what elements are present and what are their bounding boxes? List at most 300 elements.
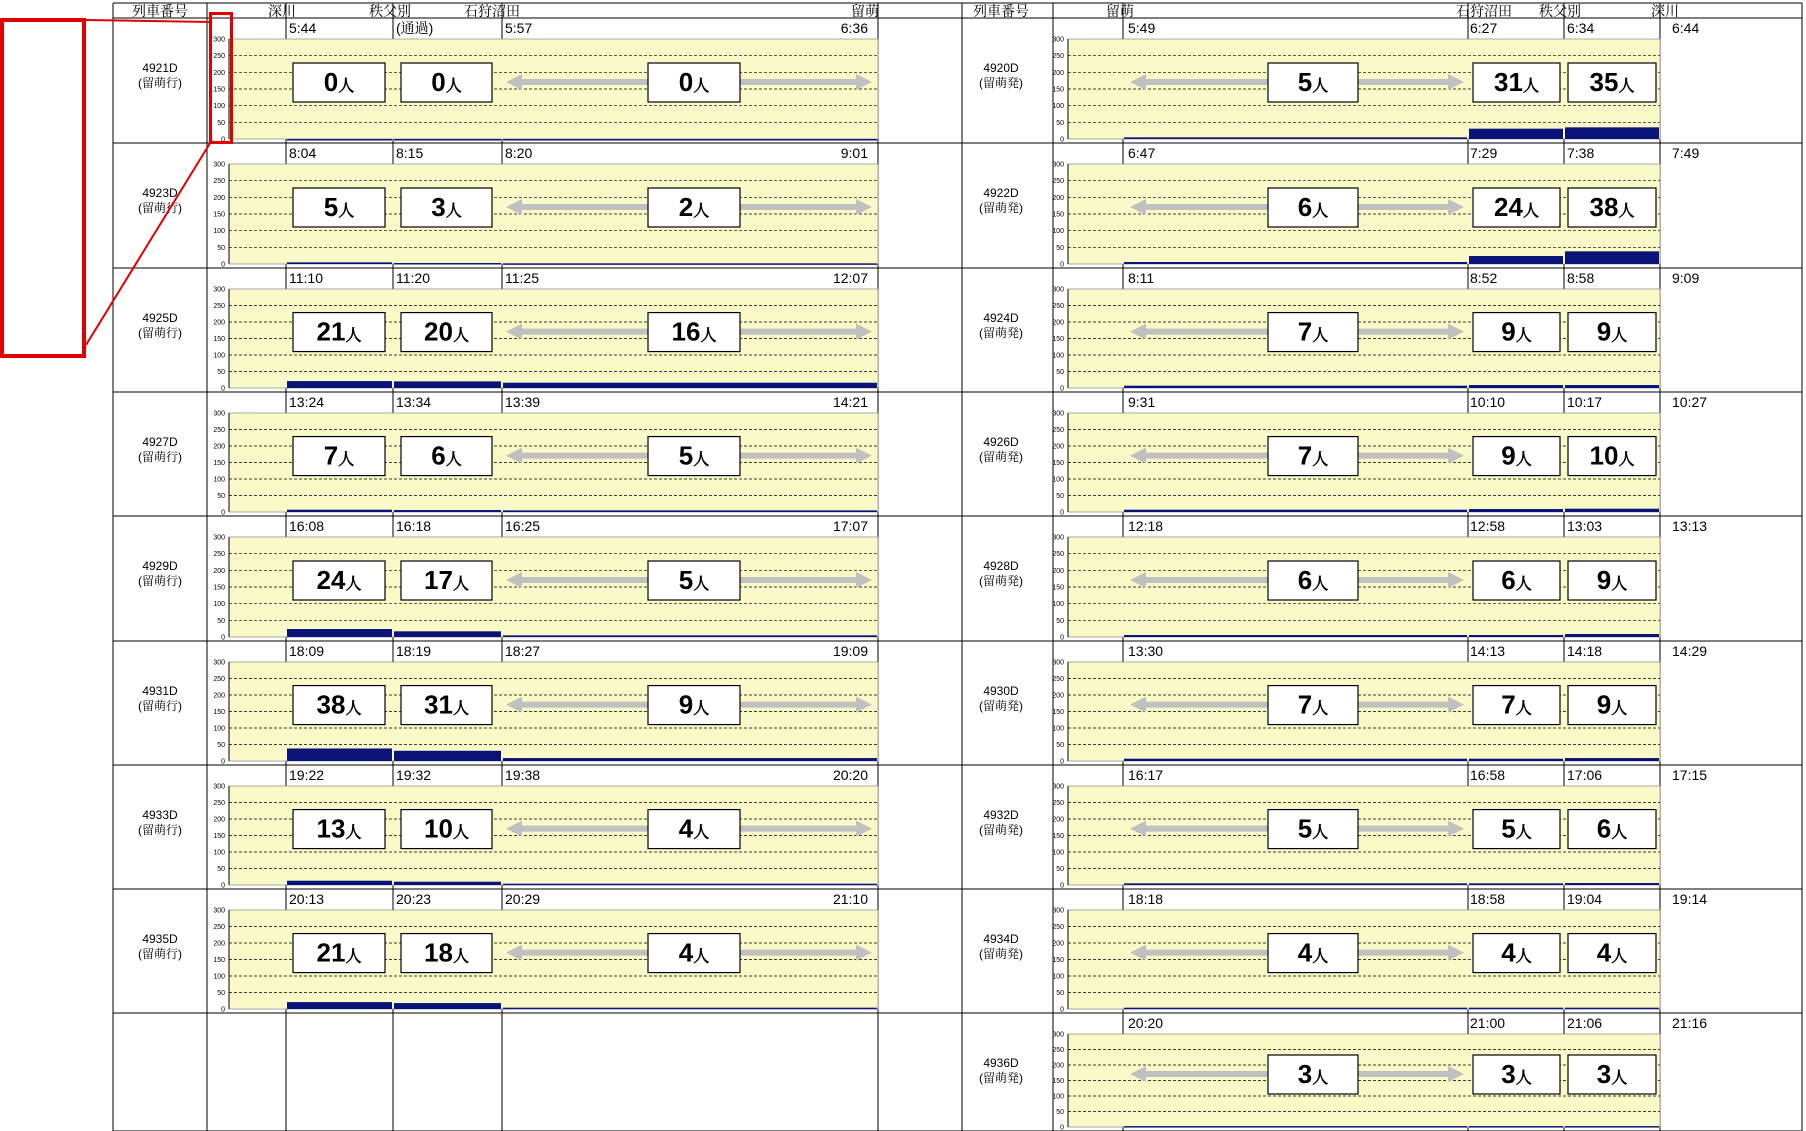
train-direction: (留萌行) bbox=[138, 823, 182, 837]
ridership-count: 17 bbox=[424, 565, 453, 595]
y-tick-label: 100 bbox=[1052, 849, 1064, 857]
ridership-bar bbox=[503, 383, 877, 388]
ridership-bar bbox=[287, 510, 392, 512]
time-label: 13:13 bbox=[1672, 518, 1708, 534]
y-tick-label: 300 bbox=[213, 659, 225, 667]
y-tick-label: 100 bbox=[213, 228, 225, 236]
ridership-bar bbox=[1565, 385, 1659, 388]
y-tick-label: 200 bbox=[1052, 194, 1064, 202]
ridership-count: 38 bbox=[316, 689, 346, 720]
y-tick-label: 250 bbox=[213, 427, 225, 434]
y-tick-label: 50 bbox=[1056, 866, 1064, 873]
train-row bbox=[138, 767, 878, 890]
y-tick-label: 300 bbox=[1052, 410, 1064, 418]
train-direction: (留萌発) bbox=[979, 1071, 1023, 1085]
scale-zoom-inset bbox=[0, 18, 86, 358]
time-label: 18:18 bbox=[1128, 891, 1164, 907]
ridership-bar bbox=[394, 263, 501, 265]
y-tick-label: 250 bbox=[1052, 1047, 1064, 1054]
y-tick-label: 150 bbox=[1052, 336, 1064, 343]
ridership-count: 7 bbox=[1297, 440, 1313, 471]
y-tick-label: 50 bbox=[217, 990, 225, 997]
ridership-unit: 人 bbox=[693, 203, 710, 220]
time-label: 6:34 bbox=[1567, 20, 1595, 36]
y-tick-label: 300 bbox=[213, 286, 225, 294]
y-tick-label: 250 bbox=[1052, 676, 1064, 683]
train-row bbox=[138, 891, 878, 1014]
train-row bbox=[979, 270, 1699, 393]
ridership-unit: 人 bbox=[1618, 451, 1635, 469]
ridership-bar bbox=[287, 748, 392, 761]
time-label: 17:15 bbox=[1672, 767, 1708, 783]
ridership-count: 5 bbox=[323, 192, 339, 222]
ridership-unit: 人 bbox=[693, 576, 710, 593]
y-tick-label: 150 bbox=[1052, 584, 1064, 592]
y-tick-label: 0 bbox=[1060, 261, 1064, 269]
time-label: 19:38 bbox=[505, 767, 541, 783]
ridership-count: 9 bbox=[1596, 689, 1612, 720]
ridership-bar bbox=[1565, 127, 1659, 139]
ridership-count: 0 bbox=[323, 67, 339, 97]
train-number: 4922D bbox=[983, 186, 1019, 200]
ridership-count: 7 bbox=[323, 440, 339, 471]
ridership-unit: 人 bbox=[1312, 576, 1329, 593]
time-label: 16:17 bbox=[1128, 767, 1164, 783]
y-tick-label: 300 bbox=[213, 907, 225, 915]
time-label: 5:57 bbox=[505, 20, 533, 36]
ridership-unit: 人 bbox=[700, 327, 717, 345]
ridership-count: 24 bbox=[316, 565, 346, 595]
y-tick-label: 300 bbox=[213, 161, 225, 169]
train-row bbox=[979, 145, 1699, 269]
y-tick-label: 200 bbox=[213, 940, 225, 948]
ridership-unit: 人 bbox=[1611, 824, 1628, 842]
time-label: 7:38 bbox=[1567, 145, 1595, 161]
y-tick-label: 100 bbox=[1052, 352, 1064, 360]
ridership-bar bbox=[1469, 635, 1563, 637]
ridership-count: 31 bbox=[424, 689, 453, 720]
header-station-left: 石狩沼田 bbox=[464, 3, 520, 19]
y-tick-label: 100 bbox=[213, 476, 225, 484]
train-row bbox=[979, 518, 1707, 642]
y-tick-label: 150 bbox=[1052, 833, 1064, 840]
time-label: 19:09 bbox=[832, 643, 868, 659]
y-tick-label: 50 bbox=[217, 493, 225, 500]
ridership-bar bbox=[1469, 759, 1563, 761]
y-tick-label: 50 bbox=[217, 866, 225, 873]
ridership-count: 7 bbox=[1501, 689, 1516, 720]
ridership-unit: 人 bbox=[452, 327, 469, 345]
header-station-left: 留萌 bbox=[851, 3, 879, 19]
train-direction: (留萌発) bbox=[979, 823, 1023, 837]
train-number: 4926D bbox=[983, 435, 1019, 449]
time-label: 10:10 bbox=[1470, 394, 1506, 410]
ridership-bar bbox=[1124, 635, 1467, 637]
ridership-unit: 人 bbox=[1312, 700, 1329, 718]
time-label: (通過) bbox=[396, 20, 434, 36]
time-label: 16:08 bbox=[289, 518, 325, 534]
train-row bbox=[979, 891, 1707, 1014]
y-tick-label: 150 bbox=[1052, 709, 1064, 716]
ridership-unit: 人 bbox=[1515, 1069, 1532, 1087]
train-direction: (留萌行) bbox=[138, 201, 182, 215]
ridership-count: 18 bbox=[424, 937, 453, 968]
train-row bbox=[138, 20, 878, 144]
y-tick-label: 150 bbox=[1052, 460, 1064, 467]
ridership-count: 5 bbox=[1297, 813, 1313, 844]
y-tick-label: 50 bbox=[1056, 990, 1064, 997]
ridership-unit: 人 bbox=[445, 78, 462, 95]
time-label: 21:00 bbox=[1470, 1015, 1506, 1031]
ridership-unit: 人 bbox=[345, 948, 362, 966]
time-label: 8:58 bbox=[1567, 270, 1595, 286]
ridership-unit: 人 bbox=[345, 327, 362, 345]
ridership-count: 6 bbox=[431, 440, 446, 471]
ridership-unit: 人 bbox=[1522, 203, 1539, 220]
ridership-count: 31 bbox=[1494, 67, 1523, 97]
y-tick-label: 150 bbox=[213, 211, 225, 219]
y-tick-label: 300 bbox=[1052, 1031, 1064, 1039]
time-label: 6:36 bbox=[840, 20, 868, 36]
ridership-count: 35 bbox=[1589, 67, 1619, 97]
y-tick-label: 200 bbox=[1052, 816, 1064, 824]
train-number: 4934D bbox=[983, 932, 1019, 946]
ridership-bar bbox=[1124, 510, 1467, 512]
time-label: 9:31 bbox=[1128, 394, 1156, 410]
ridership-bar bbox=[1469, 256, 1563, 264]
y-tick-label: 250 bbox=[213, 303, 225, 310]
ridership-bar bbox=[394, 631, 501, 637]
y-tick-label: 150 bbox=[1052, 1078, 1064, 1085]
ridership-unit: 人 bbox=[1611, 948, 1628, 966]
ridership-unit: 人 bbox=[693, 824, 710, 842]
time-label: 9:09 bbox=[1672, 270, 1700, 286]
train-row bbox=[979, 20, 1699, 144]
time-label: 20:29 bbox=[505, 891, 541, 907]
ridership-unit: 人 bbox=[452, 576, 469, 593]
train-direction: (留萌発) bbox=[979, 201, 1023, 215]
y-tick-label: 300 bbox=[1052, 659, 1064, 667]
ridership-bar bbox=[1124, 1126, 1467, 1128]
ridership-unit: 人 bbox=[1515, 451, 1532, 469]
train-direction: (留萌行) bbox=[138, 450, 182, 464]
train-direction: (留萌行) bbox=[138, 947, 182, 961]
ridership-count: 4 bbox=[678, 937, 694, 968]
y-tick-label: 50 bbox=[1056, 1109, 1064, 1116]
ridership-bar bbox=[1124, 262, 1467, 264]
ridership-unit: 人 bbox=[693, 700, 710, 718]
y-tick-label: 150 bbox=[213, 833, 225, 840]
y-tick-label: 300 bbox=[1052, 286, 1064, 294]
train-number: 4935D bbox=[142, 932, 178, 946]
ridership-unit: 人 bbox=[693, 78, 710, 95]
ridership-count: 6 bbox=[1596, 813, 1612, 844]
ridership-bar bbox=[503, 1008, 877, 1010]
ridership-unit: 人 bbox=[452, 948, 469, 966]
ridership-count: 4 bbox=[678, 813, 694, 844]
ridership-unit: 人 bbox=[445, 451, 462, 469]
y-tick-label: 250 bbox=[1052, 53, 1064, 61]
ridership-unit: 人 bbox=[1618, 203, 1635, 220]
y-tick-label: 50 bbox=[1056, 493, 1064, 500]
y-tick-label: 200 bbox=[1052, 692, 1064, 700]
y-tick-label: 0 bbox=[221, 1006, 225, 1014]
ridership-bar bbox=[394, 510, 501, 512]
y-tick-label: 150 bbox=[213, 460, 225, 467]
time-label: 6:27 bbox=[1470, 20, 1498, 36]
ridership-count: 3 bbox=[1596, 1058, 1612, 1089]
header-station-right: 秩父別 bbox=[1539, 3, 1581, 19]
ridership-count: 4 bbox=[1297, 937, 1313, 968]
y-tick-label: 0 bbox=[1060, 882, 1064, 890]
y-tick-label: 300 bbox=[1052, 907, 1064, 915]
ridership-bar bbox=[503, 510, 877, 512]
ridership-bar bbox=[503, 139, 877, 141]
y-tick-label: 250 bbox=[1052, 551, 1064, 559]
train-direction: (留萌発) bbox=[979, 326, 1023, 340]
ridership-unit: 人 bbox=[445, 203, 462, 220]
ridership-unit: 人 bbox=[1618, 78, 1635, 95]
y-tick-label: 0 bbox=[1060, 385, 1064, 393]
y-tick-label: 0 bbox=[1060, 1006, 1064, 1014]
header-station-right: 深川 bbox=[1651, 3, 1679, 19]
y-tick-label: 200 bbox=[1052, 443, 1064, 451]
y-tick-label: 250 bbox=[1052, 924, 1064, 931]
train-direction: (留萌発) bbox=[979, 947, 1023, 961]
y-tick-label: 50 bbox=[1056, 119, 1064, 127]
ridership-unit: 人 bbox=[345, 824, 362, 842]
ridership-bar bbox=[287, 381, 392, 388]
time-label: 13:34 bbox=[396, 394, 432, 410]
time-label: 16:18 bbox=[396, 518, 432, 534]
y-tick-label: 250 bbox=[1052, 303, 1064, 310]
time-label: 12:18 bbox=[1128, 518, 1164, 534]
ridership-unit: 人 bbox=[345, 576, 362, 593]
ridership-unit: 人 bbox=[338, 451, 355, 469]
y-tick-label: 0 bbox=[1060, 136, 1064, 144]
y-tick-label: 200 bbox=[1052, 1062, 1064, 1070]
y-tick-label: 200 bbox=[213, 692, 225, 700]
ridership-count: 9 bbox=[678, 689, 694, 720]
y-tick-label: 300 bbox=[213, 534, 225, 542]
y-tick-label: 200 bbox=[213, 194, 225, 202]
time-label: 8:04 bbox=[289, 145, 317, 161]
ridership-bar bbox=[1124, 883, 1467, 885]
y-tick-label: 200 bbox=[1052, 319, 1064, 327]
ridership-bar bbox=[503, 263, 877, 265]
ridership-bar bbox=[394, 882, 501, 885]
y-tick-label: 250 bbox=[213, 676, 225, 683]
y-tick-label: 100 bbox=[1052, 103, 1064, 111]
y-tick-label: 300 bbox=[213, 783, 225, 791]
y-tick-label: 250 bbox=[213, 53, 225, 61]
ridership-count: 5 bbox=[678, 440, 694, 471]
time-label: 20:20 bbox=[832, 767, 868, 783]
time-label: 11:10 bbox=[289, 270, 323, 286]
ridership-unit: 人 bbox=[1515, 576, 1532, 593]
time-label: 8:15 bbox=[396, 145, 424, 161]
ridership-count: 38 bbox=[1589, 192, 1619, 222]
ridership-bar bbox=[1565, 1008, 1659, 1010]
y-tick-label: 150 bbox=[1052, 957, 1064, 964]
time-label: 6:47 bbox=[1128, 145, 1156, 161]
ridership-count: 21 bbox=[316, 316, 346, 347]
y-tick-label: 250 bbox=[1052, 178, 1064, 186]
y-tick-label: 250 bbox=[213, 178, 225, 186]
train-direction: (留萌行) bbox=[138, 76, 182, 90]
y-tick-label: 200 bbox=[213, 567, 225, 575]
ridership-unit: 人 bbox=[1515, 948, 1532, 966]
ridership-bar bbox=[503, 758, 877, 761]
ridership-unit: 人 bbox=[338, 203, 355, 220]
time-label: 10:17 bbox=[1567, 394, 1603, 410]
time-label: 14:21 bbox=[832, 394, 868, 410]
ridership-unit: 人 bbox=[1611, 700, 1628, 718]
y-tick-label: 0 bbox=[221, 634, 225, 642]
y-tick-label: 100 bbox=[1052, 973, 1064, 981]
time-label: 18:19 bbox=[396, 643, 432, 659]
ridership-bar bbox=[287, 1002, 392, 1009]
ridership-bar bbox=[1565, 251, 1659, 264]
train-direction: (留萌発) bbox=[979, 699, 1023, 713]
time-label: 19:22 bbox=[289, 767, 325, 783]
y-tick-label: 250 bbox=[1052, 427, 1064, 434]
ridership-unit: 人 bbox=[1312, 203, 1329, 220]
train-row bbox=[138, 394, 878, 517]
train-number: 4920D bbox=[983, 61, 1019, 75]
train-number: 4924D bbox=[983, 311, 1019, 325]
train-number: 4923D bbox=[142, 186, 178, 200]
ridership-count: 6 bbox=[1297, 565, 1313, 595]
train-direction: (留萌行) bbox=[138, 326, 182, 340]
ridership-bar bbox=[1124, 386, 1467, 388]
y-tick-label: 50 bbox=[1056, 617, 1064, 625]
train-number: 4929D bbox=[142, 559, 178, 573]
ridership-count: 9 bbox=[1596, 565, 1612, 595]
train-number: 4921D bbox=[142, 61, 178, 75]
train-direction: (留萌発) bbox=[979, 76, 1023, 90]
train-number: 4927D bbox=[142, 435, 178, 449]
ridership-unit: 人 bbox=[1312, 327, 1329, 345]
y-tick-label: 250 bbox=[213, 551, 225, 559]
train-row bbox=[979, 394, 1707, 517]
time-label: 12:07 bbox=[832, 270, 868, 286]
ridership-bar bbox=[394, 1003, 501, 1009]
ridership-count: 3 bbox=[1501, 1058, 1516, 1089]
ridership-unit: 人 bbox=[693, 948, 710, 966]
ridership-count: 3 bbox=[1297, 1058, 1313, 1089]
time-label: 13:30 bbox=[1128, 643, 1164, 659]
ridership-unit: 人 bbox=[1515, 824, 1532, 842]
train-number: 4936D bbox=[983, 1056, 1019, 1070]
time-label: 12:58 bbox=[1470, 518, 1506, 534]
ridership-count: 7 bbox=[1297, 316, 1313, 347]
y-tick-label: 0 bbox=[221, 758, 225, 766]
ridership-bar bbox=[1469, 129, 1563, 139]
time-label: 21:06 bbox=[1567, 1015, 1603, 1031]
time-label: 8:11 bbox=[1128, 270, 1155, 286]
train-row bbox=[138, 518, 878, 642]
y-tick-label: 0 bbox=[1060, 1124, 1064, 1131]
y-tick-label: 300 bbox=[1052, 783, 1064, 791]
y-tick-label: 0 bbox=[221, 136, 225, 144]
y-tick-label: 200 bbox=[213, 69, 225, 77]
y-tick-label: 50 bbox=[1056, 742, 1064, 749]
y-tick-label: 150 bbox=[213, 584, 225, 592]
header-station-left: 深川 bbox=[268, 3, 296, 19]
y-tick-label: 150 bbox=[213, 709, 225, 716]
ridership-count: 10 bbox=[424, 813, 453, 844]
train-number: 4928D bbox=[983, 559, 1019, 573]
train-direction: (留萌行) bbox=[138, 574, 182, 588]
y-tick-label: 200 bbox=[213, 816, 225, 824]
train-row bbox=[979, 1015, 1707, 1131]
train-row bbox=[979, 767, 1707, 890]
y-tick-label: 50 bbox=[217, 119, 225, 127]
ridership-bar bbox=[1565, 1126, 1659, 1128]
ridership-bar bbox=[1565, 509, 1659, 512]
y-tick-label: 0 bbox=[1060, 509, 1064, 517]
train-number: 4931D bbox=[142, 684, 178, 698]
ridership-bar bbox=[1469, 385, 1563, 388]
ridership-bar bbox=[1565, 758, 1659, 761]
ridership-unit: 人 bbox=[1611, 327, 1628, 345]
time-label: 19:14 bbox=[1672, 891, 1708, 907]
time-label: 11:25 bbox=[505, 270, 539, 286]
y-tick-label: 0 bbox=[221, 385, 225, 393]
time-label: 9:01 bbox=[840, 145, 868, 161]
time-label: 7:49 bbox=[1672, 145, 1700, 161]
time-label: 13:24 bbox=[289, 394, 325, 410]
time-label: 20:13 bbox=[289, 891, 325, 907]
ridership-bar bbox=[503, 635, 877, 637]
ridership-count: 5 bbox=[678, 565, 694, 595]
ridership-unit: 人 bbox=[1312, 948, 1329, 966]
train-number: 4930D bbox=[983, 684, 1019, 698]
ridership-unit: 人 bbox=[693, 451, 710, 469]
y-tick-label: 100 bbox=[1052, 601, 1064, 609]
header-train-label-right: 列車番号 bbox=[973, 3, 1029, 19]
y-tick-label: 100 bbox=[213, 352, 225, 360]
y-tick-label: 50 bbox=[1056, 369, 1064, 376]
y-tick-label: 150 bbox=[213, 336, 225, 343]
ridership-bar bbox=[1469, 883, 1563, 885]
time-label: 18:58 bbox=[1470, 891, 1506, 907]
y-tick-label: 300 bbox=[1052, 161, 1064, 169]
time-label: 13:39 bbox=[505, 394, 541, 410]
y-tick-label: 150 bbox=[1052, 86, 1064, 94]
y-tick-label: 300 bbox=[213, 410, 225, 418]
header-train-label-left: 列車番号 bbox=[132, 3, 188, 19]
time-label: 14:18 bbox=[1567, 643, 1603, 659]
ridership-count: 2 bbox=[678, 192, 694, 222]
train-direction: (留萌発) bbox=[979, 574, 1023, 588]
y-tick-label: 100 bbox=[1052, 228, 1064, 236]
ridership-count: 13 bbox=[316, 813, 346, 844]
ridership-bar bbox=[287, 881, 392, 885]
scale-highlight-marker bbox=[209, 12, 233, 144]
ridership-unit: 人 bbox=[1515, 327, 1532, 345]
y-tick-label: 200 bbox=[213, 443, 225, 451]
train-number: 4933D bbox=[142, 808, 178, 822]
ridership-count: 9 bbox=[1596, 316, 1612, 347]
ridership-unit: 人 bbox=[1611, 576, 1628, 593]
y-tick-label: 100 bbox=[213, 103, 225, 111]
time-label: 10:27 bbox=[1672, 394, 1708, 410]
time-label: 14:29 bbox=[1672, 643, 1708, 659]
header-station-right: 石狩沼田 bbox=[1456, 3, 1512, 19]
ridership-count: 4 bbox=[1501, 937, 1516, 968]
